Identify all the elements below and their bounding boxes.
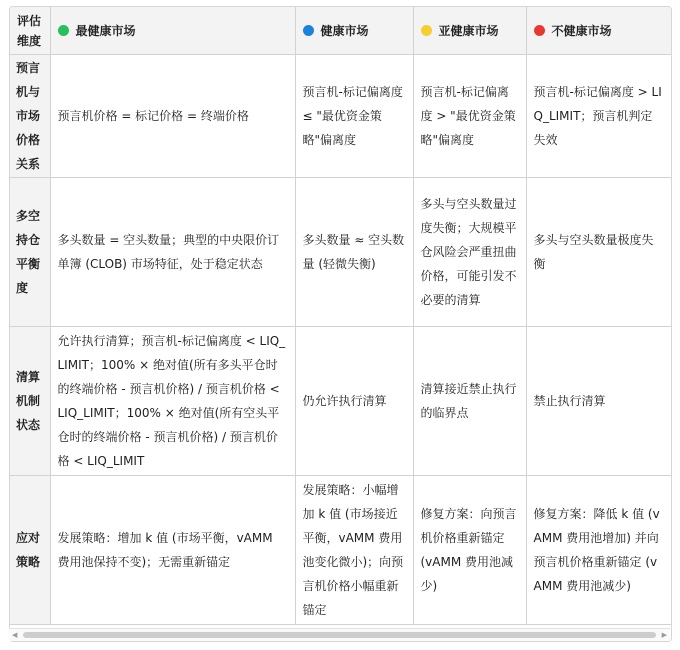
table-cell: 预言机-标记偏离度 > "最优资金策略"偏离度 — [413, 55, 526, 178]
column-header-subhealthy — [413, 7, 526, 55]
table-cell: 清算接近禁止执行的临界点 — [413, 327, 526, 476]
red-status-dot-icon — [534, 25, 545, 36]
table-cell: 修复方案：向预言机价格重新锚定 (vAMM 费用池减少) — [413, 476, 526, 625]
horizontal-scrollbar[interactable] — [9, 628, 670, 641]
table-cell: 发展策略：增加 k 值 (市场平衡，vAMM 费用池保持不变)；无需重新锚定 — [50, 476, 295, 625]
table-cell: 多头与空头数量极度失衡 — [526, 178, 671, 327]
table-cell: 允许执行清算；预言机-标记偏离度 < LIQ_LIMIT；100% × 绝对值(所有多头平仓时的终端价格 - 预言机价格) / 预言机价格 < LIQ_LIMIT；100% × 绝对值(所有空头平仓时的终端价格 - 预言机价格) / 预言机价格 < LIQ_LIMIT — [50, 327, 295, 476]
column-header-unhealthy — [526, 7, 671, 55]
scroll-right-arrow-icon[interactable]: ▶ — [661, 631, 667, 639]
row-header-position-balance: 多空持仓平衡度 — [10, 178, 50, 327]
corner-header: 评估维度 — [10, 7, 50, 55]
green-status-dot-icon — [58, 25, 69, 36]
column-header-label: 不健康市场 — [551, 23, 612, 38]
scrollbar-thumb[interactable] — [23, 632, 656, 638]
table-row — [10, 178, 671, 327]
table-cell: 预言机-标记偏离度 ≤ "最优资金策略"偏离度 — [295, 55, 413, 178]
table-row — [10, 55, 671, 178]
table-row — [10, 327, 671, 476]
comparison-table — [10, 7, 671, 625]
column-header-healthy — [295, 7, 413, 55]
scroll-left-arrow-icon[interactable]: ◀ — [12, 631, 18, 639]
row-header-price-relation: 预言机与市场价格关系 — [10, 55, 50, 178]
yellow-status-dot-icon — [421, 25, 432, 36]
blue-status-dot-icon — [303, 25, 314, 36]
table-cell: 仍允许执行清算 — [295, 327, 413, 476]
table-cell: 预言机-标记偏离度 > LIQ_LIMIT；预言机判定失效 — [526, 55, 671, 178]
table-cell: 多头与空头数量过度失衡；大规模平仓风险会严重扭曲价格，可能引发不必要的清算 — [413, 178, 526, 327]
table-row — [10, 476, 671, 625]
table-frame — [9, 6, 672, 642]
row-header-liquidation-state: 清算机制状态 — [10, 327, 50, 476]
header-row — [10, 7, 671, 55]
column-header-label: 健康市场 — [320, 23, 369, 38]
table-cell: 多头数量 ≈ 空头数量 (轻微失衡) — [295, 178, 413, 327]
table-cell: 禁止执行清算 — [526, 327, 671, 476]
table-cell: 预言机价格 = 标记价格 = 终端价格 — [50, 55, 295, 178]
column-header-healthiest — [50, 7, 295, 55]
table-cell: 多头数量 = 空头数量；典型的中央限价订单簿 (CLOB) 市场特征，处于稳定状态 — [50, 178, 295, 327]
column-header-label: 亚健康市场 — [438, 23, 499, 38]
row-header-strategy: 应对策略 — [10, 476, 50, 625]
table-cell: 发展策略：小幅增加 k 值 (市场接近平衡，vAMM 费用池变化微小)；向预言机价格小幅重新锚定 — [295, 476, 413, 625]
column-header-label: 最健康市场 — [75, 23, 136, 38]
table-cell: 修复方案：降低 k 值 (vAMM 费用池增加) 并向预言机价格重新锚定 (vAMM 费用池减少) — [526, 476, 671, 625]
